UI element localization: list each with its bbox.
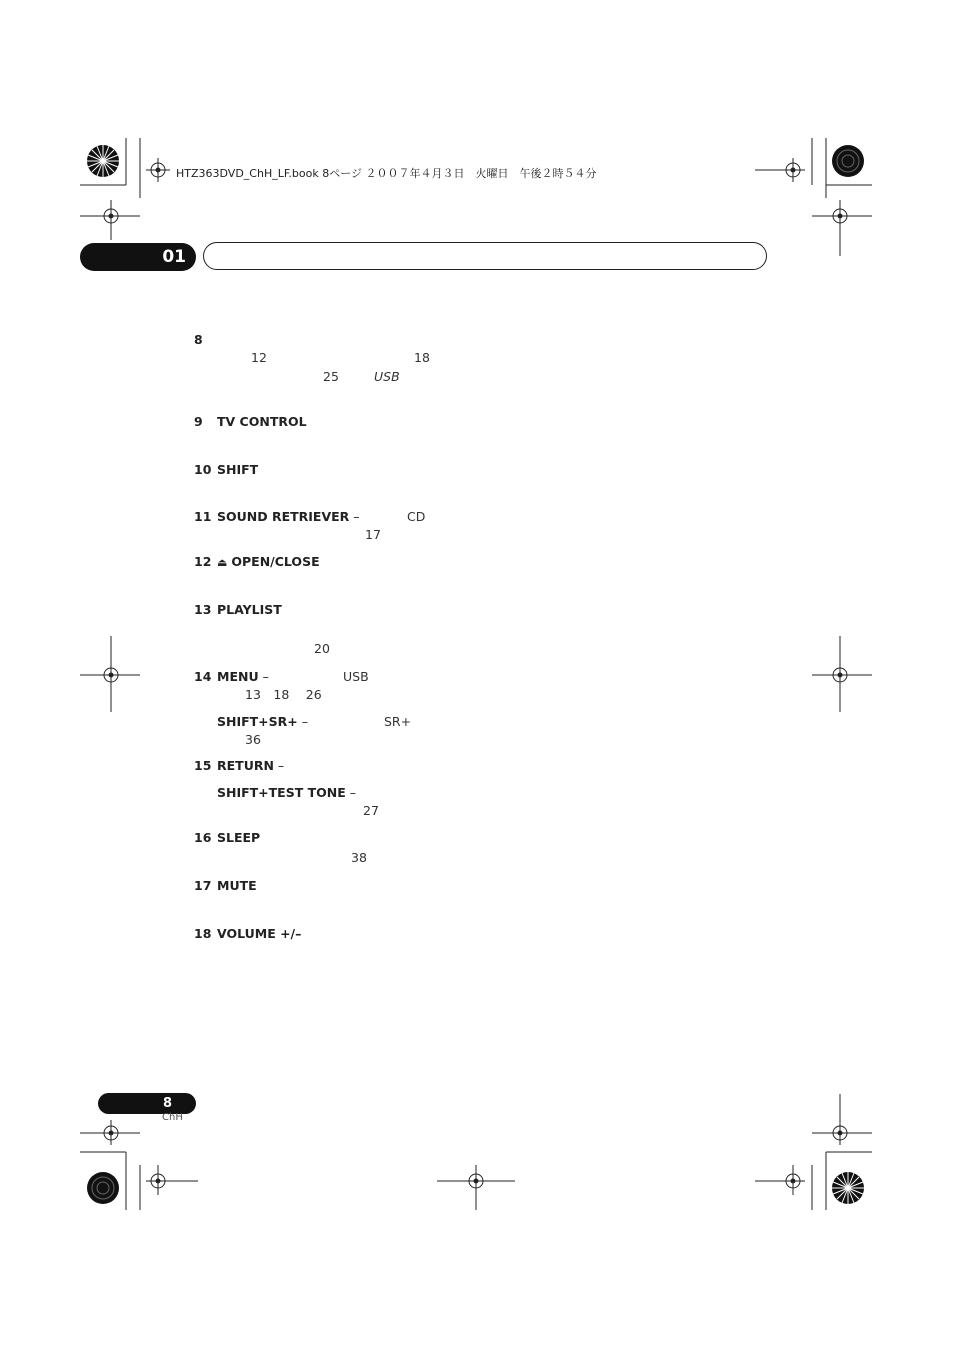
item-number: 13 [194, 602, 212, 617]
list-subitem-shift-test-tone [217, 784, 356, 802]
page-ref: 25 [323, 369, 339, 384]
page-refs: 13 18 26 [245, 687, 322, 702]
page-ref: 17 [365, 527, 381, 542]
list-item-13 [194, 601, 282, 619]
list-item-10 [194, 461, 258, 479]
item-dash: – [258, 669, 269, 684]
list-item-8 [194, 331, 217, 349]
language-code: ChH [162, 1112, 183, 1123]
cd-ref: CD [407, 509, 426, 524]
item-number: 11 [194, 509, 212, 524]
list-item-17 [194, 877, 257, 895]
usb-ref: USB [343, 669, 369, 684]
starburst-bottom-left [87, 1172, 119, 1204]
item-number: 10 [194, 462, 212, 477]
sr-ref: SR+ [384, 714, 412, 729]
starburst-bottom-right [832, 1172, 864, 1204]
item-label: RETURN [217, 758, 274, 773]
item-number: 12 [194, 554, 212, 569]
page-ref: 27 [363, 803, 379, 818]
item-label: SLEEP [217, 830, 261, 845]
item-label: SHIFT+TEST TONE [217, 785, 346, 800]
page-ref: 12 [251, 350, 267, 365]
page-ref: 20 [314, 641, 330, 656]
list-item-9 [194, 413, 307, 431]
item-number: 8 [194, 332, 203, 347]
item-label: SOUND RETRIEVER [217, 509, 350, 524]
list-item-18 [194, 925, 301, 943]
list-item-14 [194, 668, 269, 686]
eject-icon: ⏏ [217, 556, 228, 569]
item-number: 18 [194, 926, 212, 941]
page-ref: 36 [245, 732, 261, 747]
chapter-title-bar [203, 242, 767, 270]
list-item-12 [194, 553, 320, 572]
list-subitem-shift-sr [217, 713, 308, 731]
starburst-top-right [832, 145, 864, 177]
item-label: VOLUME +/– [217, 926, 302, 941]
item-label: SHIFT+SR+ [217, 714, 298, 729]
list-item-15 [194, 757, 284, 775]
starburst-top-left [87, 145, 119, 177]
page-ref: 18 [414, 350, 430, 365]
print-slug: HTZ363DVD_ChH_LF.book 8ページ ２００７年４月３日 火曜日 午後２時５４分 [176, 167, 597, 180]
item-number: 16 [194, 830, 212, 845]
usb-ref: USB [374, 369, 400, 384]
page-number: 8 [162, 1096, 172, 1111]
item-label: SHIFT [217, 462, 259, 477]
item-dash: – [349, 509, 360, 524]
item-label: TV CONTROL [217, 414, 307, 429]
item-number: 15 [194, 758, 212, 773]
item-number: 17 [194, 878, 212, 893]
item-dash: – [297, 714, 308, 729]
list-item-11 [194, 508, 360, 526]
chapter-number: 01 [162, 247, 186, 267]
item-dash: – [345, 785, 356, 800]
item-label: OPEN/CLOSE [231, 554, 320, 569]
item-label: PLAYLIST [217, 602, 282, 617]
item-number: 14 [194, 669, 212, 684]
item-number: 9 [194, 414, 203, 429]
item-dash: – [273, 758, 285, 773]
item-label: MENU [217, 669, 259, 684]
item-label: MUTE [217, 878, 257, 893]
list-item-16 [194, 829, 260, 847]
page-ref: 38 [351, 850, 367, 865]
